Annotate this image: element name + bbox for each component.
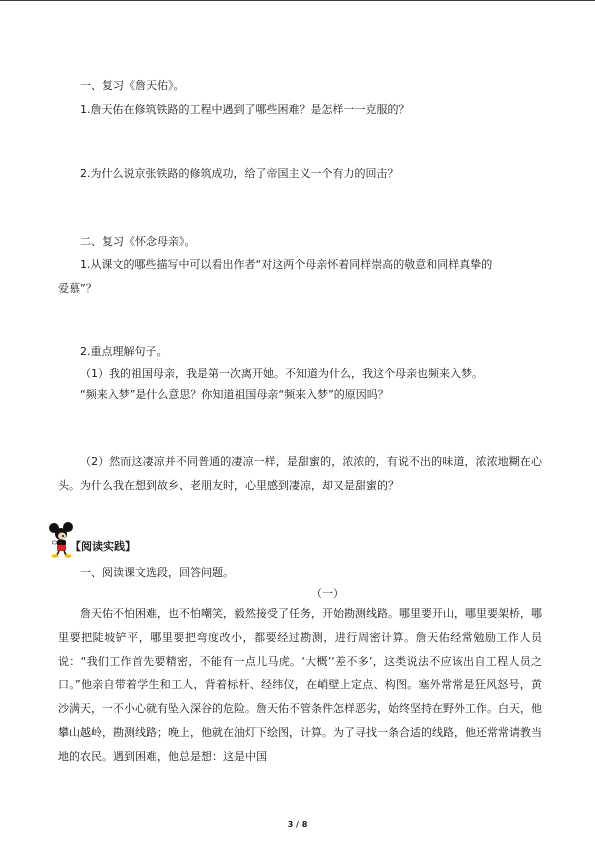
- passage-text: 詹天佑不怕困难，也不怕嘲笑，毅然接受了任务，开始勘测线路。哪里要开山，哪里要架桥，哪里要把陡坡铲平，哪里要把弯度改小，都要经过勘测，进行周密计算。詹天佑经常勉励工作人员说：“我们工作首先要精密，不能有一点儿马虎。‘大概’‘差不多’，这类说法不应该出自工程人员之口。”他亲自带着学生和工人，背着标杆、经纬仪，在峭壁上定点、构图。塞外常常是狂风怒号，黄沙满天，一不小心就有坠入深谷的危险。詹天佑不管条件怎样恶劣，始终坚持在野外工作。白天，他攀山越岭，勘测线路；晚上，他就在油灯下绘图，计算。为了寻找一条合适的线路，他还常常请教当地的农民。遇到困难，他总是想：这是中国: [58, 607, 542, 763]
- question-2-1-line1: 1.从课文的哪些描写中可以看出作者“对这两个母亲怀着同样崇高的敬意和同样真挚的: [80, 258, 493, 271]
- question-1-2: 2.为什么说京张铁路的修筑成功，给了帝国主义一个有力的回击？: [80, 167, 399, 180]
- section-1-title: 一、复习《詹天佑》。: [80, 79, 185, 92]
- sentence-2: （2）然而这凄凉并不同普通的凄凉一样，是甜蜜的，浓浓的，有说不出的味道，浓浓地糊在心头。为什么我在想到故乡、老朋友时，心里感到凄凉，却又是甜蜜的？: [58, 455, 542, 492]
- reading-practice-heading: 【阅读实践】: [70, 540, 136, 553]
- practice-intro: 一、阅读课文选段，回答问题。: [80, 566, 234, 579]
- page-number: 3 / 8: [287, 820, 308, 829]
- sentence-1-line1: （1）我的祖国母亲，我是第一次离开她。不知道为什么，我这个母亲也频来入梦。: [80, 367, 483, 380]
- question-2-2: 2.重点理解句子。: [80, 345, 168, 358]
- question-1-1: 1.詹天佑在修筑铁路的工程中遇到了哪些困难？是怎样一一克服的？: [80, 103, 410, 116]
- section-2-title: 二、复习《怀念母亲》。: [80, 235, 196, 248]
- top-rule: [0, 0, 595, 1]
- passage-part-label: （一）: [311, 587, 344, 600]
- question-2-1-line2: 爱慕”？: [58, 282, 97, 295]
- sentence-1-line2: “频来入梦”是什么意思？你知道祖国母亲“频来入梦”的原因吗？: [80, 388, 389, 401]
